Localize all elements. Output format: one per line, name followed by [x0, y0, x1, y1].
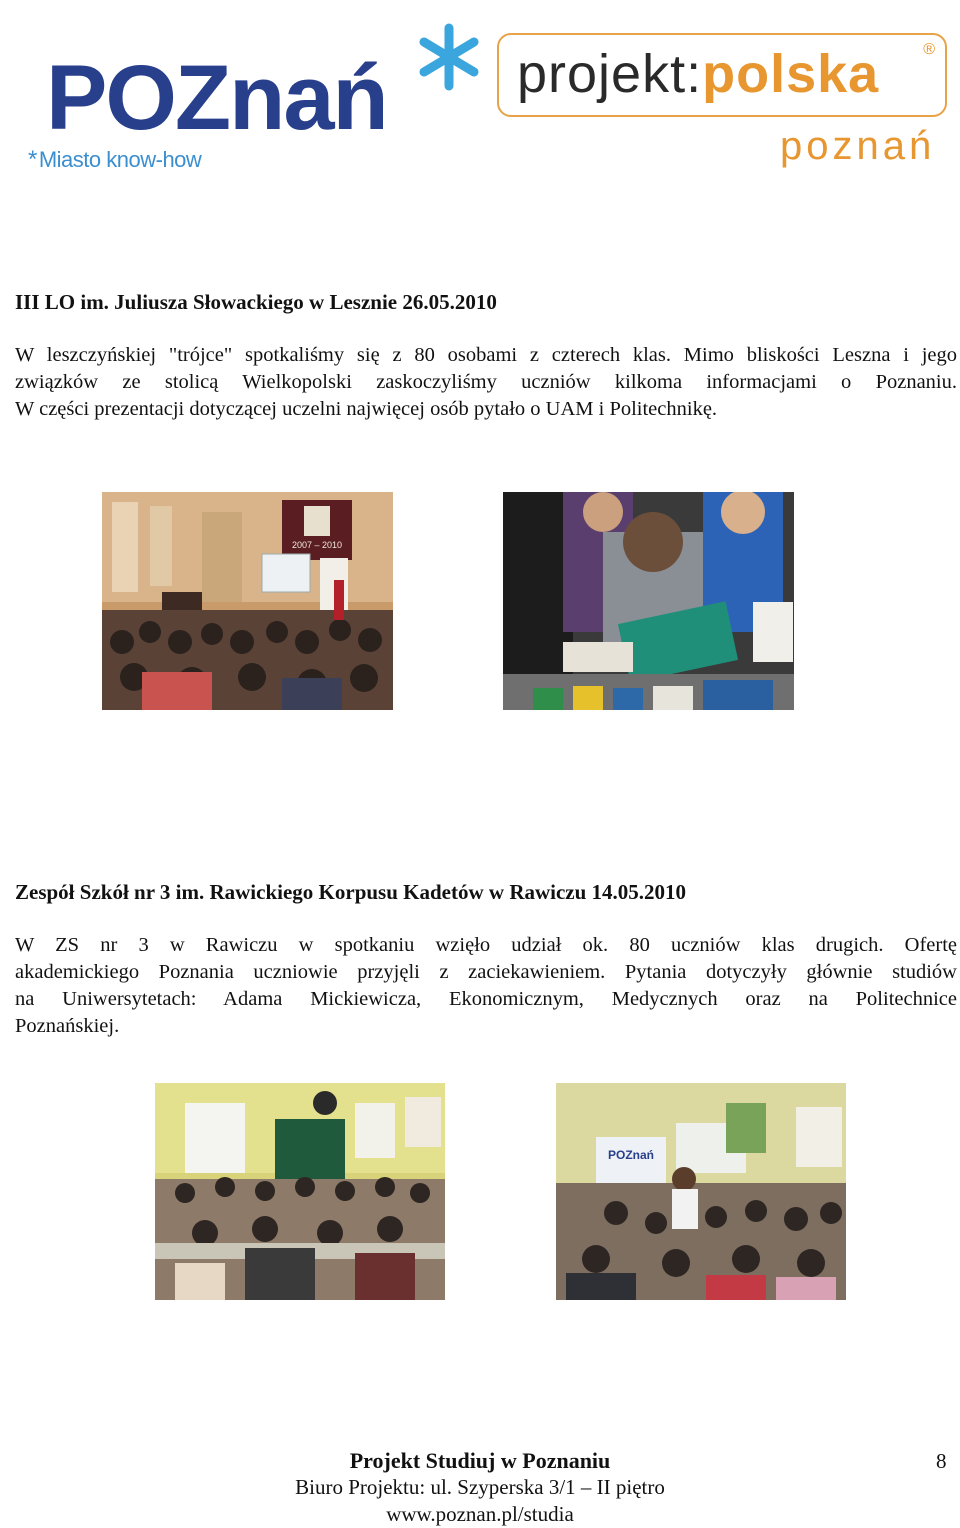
photo-classroom-banner [556, 1083, 846, 1300]
paragraph-line: W leszczyńskiej "trójce" spotkaliśmy się z 80 osobami z czterech klas. Mimo bliskości Leszna i jego [15, 344, 957, 366]
footer-url: www.poznan.pl/studia [386, 1502, 574, 1526]
paragraph-line: akademickiego Poznania uczniowie przyjęli z zaciekawieniem. Pytania dotyczyły głównie studiów [15, 961, 957, 983]
photo-students-brochures [503, 492, 794, 710]
poznan-logo-brand: POZnań [46, 47, 387, 149]
photo-classroom-desks [155, 1083, 445, 1300]
asterisk-icon: * [28, 146, 37, 173]
paragraph-line: Poznańskiej. [15, 1015, 120, 1037]
photo-auditorium-presentation [102, 492, 393, 710]
footer [0, 1447, 960, 1528]
paragraph-line: na Uniwersytetach: Adama Mickiewicza, Ekonomicznym, Medycznych oraz na Politechnice [15, 988, 957, 1010]
projekt-polska-logo [497, 33, 947, 117]
footer-address: Biuro Projektu: ul. Szyperska 3/1 – II piętro [295, 1475, 665, 1499]
asterisk-star-icon [414, 22, 484, 92]
poznan-logo [24, 22, 464, 172]
section1-heading: III LO im. Juliusza Słowackiego w Lesznie 26.05.2010 [15, 290, 497, 314]
projekt-logo-part1: projekt: [517, 44, 703, 104]
paragraph-line: W ZS nr 3 w Rawiczu w spotkaniu wzięło udział ok. 80 uczniów klas drugich. Ofertę [15, 934, 957, 956]
registered-mark-icon: ® [923, 41, 935, 58]
paragraph-line: związków ze stolicą Wielkopolski zaskoczyliśmy uczniów kilkoma informacjami o Poznaniu. [15, 371, 957, 393]
page-number: 8 [936, 1449, 947, 1473]
photo-banner-text: 2007 – 2010 [291, 540, 343, 550]
footer-title: Projekt Studiuj w Poznaniu [349, 1448, 611, 1473]
projekt-logo-part2: polska [702, 44, 880, 104]
photo-banner-text: POZnań [607, 1148, 655, 1162]
poznan-logo-tagline: *Miasto know-how [28, 146, 202, 173]
section2-heading: Zespół Szkół nr 3 im. Rawickiego Korpusu Kadetów w Rawiczu 14.05.2010 [15, 880, 687, 904]
section1-paragraph [15, 342, 957, 423]
projekt-logo-sub: poznań [780, 124, 936, 168]
paragraph-line: W części prezentacji dotyczącej uczelni najwięcej osób pytało o UAM i Politechnikę. [15, 398, 718, 420]
section2-paragraph [15, 932, 957, 1040]
